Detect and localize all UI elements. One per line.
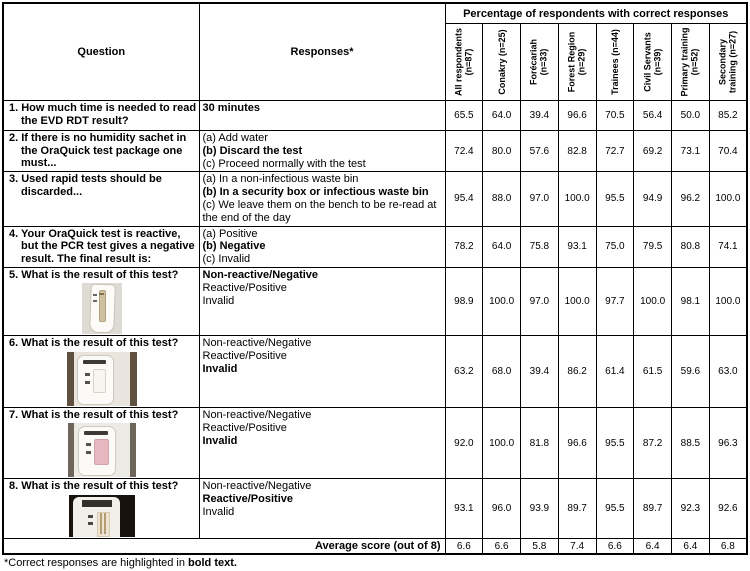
value-cell: 61.5 (634, 336, 672, 408)
response-option: (a) Add water (202, 132, 268, 144)
average-value-cell: 6.6 (445, 538, 483, 554)
value-cell: 39.4 (521, 101, 559, 131)
value-cell: 74.1 (709, 226, 747, 267)
value-cell: 95.5 (596, 479, 634, 539)
average-value-cell: 6.4 (672, 538, 710, 554)
value-cell: 72.4 (445, 131, 483, 172)
col-header-conakry: Conakry (n=25) (483, 24, 521, 101)
value-cell: 75.0 (596, 226, 634, 267)
value-cell: 70.4 (709, 131, 747, 172)
table-row-q2 (3, 131, 747, 172)
value-cell: 100.0 (483, 267, 521, 336)
rdt-photo-reactive (69, 495, 135, 537)
col-header-forecariah: Forécariah (n=33) (521, 24, 559, 101)
value-cell: 61.4 (596, 336, 634, 408)
average-score-label: Average score (out of 8) (3, 538, 445, 554)
col-header-secondary-training: Secondary training (n=27) (709, 24, 747, 101)
header-title-row (3, 3, 747, 24)
response-option: Non-reactive/Negative (202, 268, 319, 281)
response-option: Reactive/Positive (202, 421, 287, 434)
table-row-q3 (3, 172, 747, 226)
value-cell: 96.0 (483, 479, 521, 539)
value-cell: 50.0 (672, 101, 710, 131)
rdt-photo-invalid-blank (67, 352, 137, 406)
footnote-bold-text: bold text. (188, 557, 237, 570)
value-cell: 97.0 (521, 172, 559, 226)
question-text: 3. Used rapid tests should be discarded... (9, 173, 162, 198)
question-text: 4. Your OraQuick test is reactive, but the PCR test gives a negative result. The final result is: (9, 227, 195, 265)
value-cell: 64.0 (483, 101, 521, 131)
response-option: (b) In a security box or infectious waste bin (202, 186, 429, 199)
value-cell: 70.5 (596, 101, 634, 131)
response-option: Invalid (202, 363, 238, 376)
value-cell: 92.3 (672, 479, 710, 539)
response-option: Invalid (202, 434, 238, 447)
footnote (2, 555, 748, 569)
value-cell: 68.0 (483, 336, 521, 408)
table-row-q6 (3, 336, 747, 408)
value-cell: 78.2 (445, 226, 483, 267)
table-row-q1 (3, 101, 747, 131)
question-column-header: Question (3, 3, 199, 101)
value-cell: 97.7 (596, 267, 634, 336)
value-cell: 97.0 (521, 267, 559, 336)
value-cell: 39.4 (521, 336, 559, 408)
response-option: Reactive/Positive (202, 350, 287, 363)
response-option: Non-reactive/Negative (202, 408, 312, 421)
value-cell: 100.0 (558, 267, 596, 336)
value-cell: 63.0 (709, 336, 747, 408)
average-score-row (3, 538, 747, 554)
value-cell: 89.7 (558, 479, 596, 539)
value-cell: 80.0 (483, 131, 521, 172)
col-header-forest-region: Forest Region (n=29) (558, 24, 596, 101)
value-cell: 95.4 (445, 172, 483, 226)
value-cell: 57.6 (521, 131, 559, 172)
average-value-cell: 6.6 (483, 538, 521, 554)
question-text: 7. What is the result of this test? (9, 408, 179, 421)
value-cell: 92.6 (709, 479, 747, 539)
col-header-trainees: Trainees (n=44) (596, 24, 634, 101)
value-cell: 93.1 (558, 226, 596, 267)
value-cell: 89.7 (634, 479, 672, 539)
table-row-q8 (3, 479, 747, 539)
value-cell: 87.2 (634, 407, 672, 479)
value-cell: 88.0 (483, 172, 521, 226)
table-row-q4 (3, 226, 747, 267)
average-value-cell: 7.4 (558, 538, 596, 554)
value-cell: 73.1 (672, 131, 710, 172)
average-value-cell: 5.8 (521, 538, 559, 554)
value-cell: 95.5 (596, 172, 634, 226)
table-row-q5 (3, 267, 747, 336)
value-cell: 56.4 (634, 101, 672, 131)
response-option: Reactive/Positive (202, 281, 287, 294)
question-text: 5. What is the result of this test? (9, 268, 179, 281)
table-row-q7 (3, 407, 747, 479)
col-header-civil-servants: Civil Servants (n=39) (634, 24, 672, 101)
question-text: 8. What is the result of this test? (9, 480, 179, 493)
footnote-text: *Correct responses are highlighted in (4, 557, 189, 570)
rdt-photo-invalid-pink (68, 423, 136, 477)
value-cell: 69.2 (634, 131, 672, 172)
col-header-primary-training: Primary training (n=52) (672, 24, 710, 101)
value-cell: 59.6 (672, 336, 710, 408)
survey-results-table (2, 2, 748, 555)
response-option: Invalid (202, 294, 235, 307)
response-option: Reactive/Positive (202, 493, 293, 506)
value-cell: 94.9 (634, 172, 672, 226)
value-cell: 96.2 (672, 172, 710, 226)
average-value-cell: 6.6 (596, 538, 634, 554)
response-option: Non-reactive/Negative (202, 480, 312, 493)
span-title: Percentage of respondents with correct responses (445, 3, 747, 24)
value-cell: 93.1 (445, 479, 483, 539)
value-cell: 93.9 (521, 479, 559, 539)
value-cell: 98.1 (672, 267, 710, 336)
value-cell: 63.2 (445, 336, 483, 408)
value-cell: 86.2 (558, 336, 596, 408)
value-cell: 81.8 (521, 407, 559, 479)
value-cell: 95.5 (596, 407, 634, 479)
value-cell: 100.0 (709, 172, 747, 226)
value-cell: 100.0 (709, 267, 747, 336)
question-text: 2. If there is no humidity sachet in the OraQuick test package one must... (9, 132, 187, 169)
value-cell: 100.0 (483, 407, 521, 479)
value-cell: 72.7 (596, 131, 634, 172)
col-header-all-respondents: All respondents (n=87) (445, 24, 483, 101)
response-option: (c) We leave them on the bench to be re-read at the end of the day (202, 198, 437, 224)
value-cell: 64.0 (483, 226, 521, 267)
value-cell: 80.8 (672, 226, 710, 267)
response-option: (a) Positive (202, 227, 258, 240)
value-cell: 96.6 (558, 101, 596, 131)
value-cell: 79.5 (634, 226, 672, 267)
value-cell: 96.3 (709, 407, 747, 479)
value-cell: 75.8 (521, 226, 559, 267)
value-cell: 88.5 (672, 407, 710, 479)
response-option: (c) Proceed normally with the test (202, 157, 366, 170)
average-value-cell: 6.4 (634, 538, 672, 554)
responses-column-header: Responses* (199, 3, 445, 101)
value-cell: 100.0 (558, 172, 596, 226)
response-option: (a) In a non-infectious waste bin (202, 173, 359, 186)
average-value-cell: 6.8 (709, 538, 747, 554)
value-cell: 98.9 (445, 267, 483, 336)
value-cell: 65.5 (445, 101, 483, 131)
response-option: Invalid (202, 506, 235, 519)
response-option: (c) Invalid (202, 253, 251, 266)
response-option: (b) Negative (202, 240, 266, 253)
value-cell: 96.6 (558, 407, 596, 479)
response-option: Non-reactive/Negative (202, 337, 312, 350)
response-option: 30 minutes (202, 102, 260, 114)
value-cell: 85.2 (709, 101, 747, 131)
value-cell: 100.0 (634, 267, 672, 336)
value-cell: 92.0 (445, 407, 483, 479)
question-text: 1. How much time is needed to read the EVD RDT result? (9, 102, 197, 127)
value-cell: 82.8 (558, 131, 596, 172)
response-option: (b) Discard the test (202, 144, 303, 157)
rdt-photo-non-reactive (82, 283, 122, 334)
question-text: 6. What is the result of this test? (9, 337, 179, 350)
